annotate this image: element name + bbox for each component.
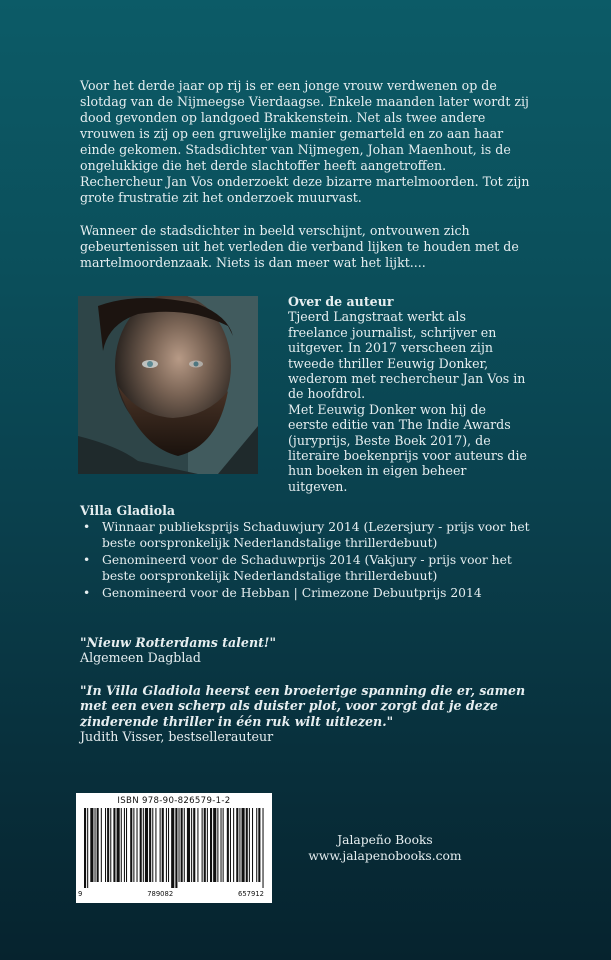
barcode-bar [166, 808, 167, 882]
barcode-bar [242, 808, 245, 882]
villa-gladiola-section [80, 503, 540, 603]
barcode-bar [221, 808, 222, 882]
barcode-digits [78, 890, 272, 898]
quote-source: Judith Visser, bestsellerauteur [80, 729, 274, 745]
barcode-bar [184, 808, 185, 882]
author-photo [78, 296, 258, 474]
barcode-bar [162, 808, 164, 882]
barcode-bar [213, 808, 216, 882]
barcode-bar [168, 808, 169, 882]
awards-list [80, 520, 540, 601]
award-item: • Genomineerd voor de Schaduwprijs 2014 (Vakjury - prijs voor het beste oorspronkelijk Nederlandstalige thrillerdebuut) [80, 553, 540, 584]
about-author-section [288, 294, 528, 494]
barcode-bar [223, 808, 224, 882]
barcode-bar [137, 808, 138, 882]
review-quote-1 [80, 635, 530, 666]
publisher-url: www.jalapenobooks.com [308, 849, 462, 863]
barcode-bar [202, 808, 203, 882]
barcode-bar [197, 808, 198, 882]
barcode-bar [140, 808, 142, 882]
barcode-bar [107, 808, 109, 882]
barcode-bar [90, 808, 93, 882]
barcode-bars [84, 808, 264, 888]
barcode-bar [143, 808, 144, 882]
about-author-paragraph-1: Tjeerd Langstraat werkt als freelance journalist, schrijver en uitgever. In 2017 verscheen zijn tweede thriller Eeuwig Donker, wederom met rechercheur Jan Vos in de hoofdrol. [288, 309, 526, 402]
barcode-bar [246, 808, 248, 882]
barcode-bar [121, 808, 122, 882]
barcode-bar [105, 808, 106, 882]
blurb-paragraph-2: Wanneer de stadsdichter in beeld verschijnt, ontvouwen zich gebeurtenissen uit het verleden die verband lijken te houden met de martelmoordenzaak. Niets is dan meer wat het lijkt.... [80, 223, 519, 270]
barcode-bar [110, 808, 111, 882]
barcode-bar [179, 808, 180, 882]
barcode-bar [252, 808, 253, 882]
back-cover-blurb [80, 78, 530, 288]
barcode-bar [175, 808, 177, 888]
barcode-bar [124, 808, 125, 882]
isbn-barcode [76, 793, 272, 903]
publisher-name: Jalapeño Books [337, 833, 433, 847]
review-quote-2 [80, 683, 540, 745]
barcode-digit-group: 789082 [147, 890, 174, 898]
barcode-bar [84, 808, 86, 888]
barcode-bar [207, 808, 208, 882]
villa-gladiola-heading: Villa Gladiola [80, 503, 176, 518]
isbn-label: ISBN 978-90-826579-1-2 [117, 796, 231, 806]
barcode-bar [155, 808, 156, 882]
barcode-bar [95, 808, 96, 882]
barcode-bar [193, 808, 195, 882]
barcode-bar [101, 808, 102, 882]
about-author-heading: Over de auteur [288, 294, 394, 309]
about-author-paragraph-2: Met Eeuwig Donker won hij de eerste editie van The Indie Awards (juryprijs, Beste Boek 2017), de literaire boekenprijs voor auteurs die hun boeken in eigen beheer uitgeven. [288, 401, 527, 494]
award-item: • Genomineerd voor de Hebban | Crimezone Debuutprijs 2014 [80, 586, 540, 601]
barcode-bar [113, 808, 115, 882]
quote-text: "Nieuw Rotterdams talent!" [80, 635, 277, 650]
barcode-bar [236, 808, 238, 882]
barcode-bar [97, 808, 99, 882]
publisher-info [300, 832, 470, 864]
barcode-bar [130, 808, 132, 882]
barcode-bar [160, 808, 161, 882]
blurb-paragraph-1: Voor het derde jaar op rij is er een jonge vrouw verdwenen op de slotdag van de Nijmeegse Vierdaagse. Enkele maanden later wordt zij dood gevonden op landgoed Brakkenstein. Net als twee andere vrouwen is zij op een gruwelijke manier gemarteld en zo aan haar einde gekomen. Stadsdichter van Nijmegen, Johan Maenhout, is de ongelukkige die het derde slachtoffer heeft aangetroffen. Rechercheur Jan Vos onderzoekt deze bizarre martelmoorden. Tot zijn grote frustratie zit het onderzoek muurvast. [80, 78, 530, 205]
barcode-bar [181, 808, 183, 882]
barcode-bar [149, 808, 151, 882]
barcode-bar [171, 808, 174, 888]
barcode-bar [145, 808, 148, 882]
barcode-bar [210, 808, 212, 882]
barcode-bar [227, 808, 229, 882]
barcode-digit-group: 9 [78, 890, 83, 898]
barcode-bar [191, 808, 192, 882]
barcode-digit-group: 657912 [238, 890, 264, 898]
barcode-bar [217, 808, 218, 882]
barcode-bar [256, 808, 257, 882]
barcode-bar [263, 808, 264, 888]
barcode-bar [152, 808, 153, 882]
barcode-bar [249, 808, 250, 882]
barcode-bar [204, 808, 206, 882]
quote-source: Algemeen Dagblad [80, 650, 201, 666]
barcode-bar [117, 808, 120, 882]
barcode-bar [233, 808, 234, 882]
barcode-bar [133, 808, 134, 882]
barcode-bar [258, 808, 260, 882]
barcode-bar [230, 808, 231, 882]
barcode-bar [187, 808, 190, 882]
barcode-bar [239, 808, 240, 882]
barcode-bar [126, 808, 127, 882]
barcode-bar [87, 808, 88, 888]
quote-text: "In Villa Gladiola heerst een broeierige spanning die er, samen met een even scherp als duister plot, voor zorgt dat je deze zinderende thriller in één ruk wilt uitlezen." [80, 683, 526, 729]
award-item: • Winnaar publieksprijs Schaduwjury 2014 (Lezersjury - prijs voor het beste oorspronkelijk Nederlandstalige thrillerdebuut) [80, 520, 540, 551]
